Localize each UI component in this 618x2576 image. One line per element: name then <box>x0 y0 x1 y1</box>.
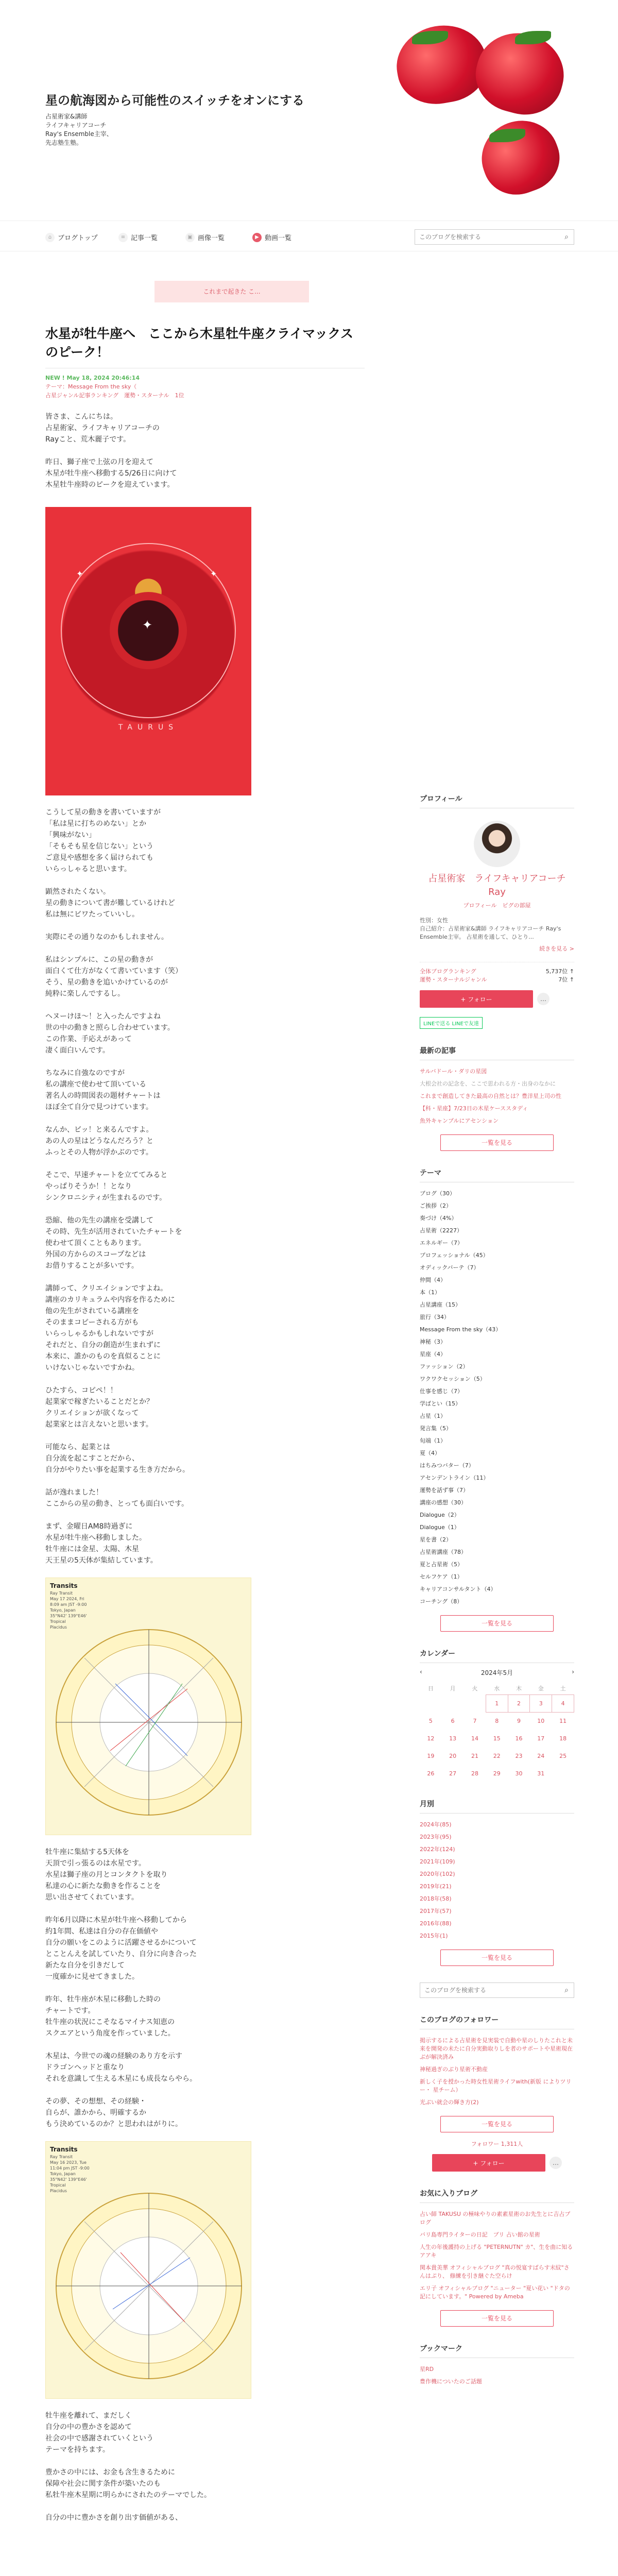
calendar-day[interactable]: 4 <box>552 1694 574 1712</box>
follower-list <box>420 2035 574 2109</box>
line-button[interactable]: LINEで送る LINEで友達 <box>420 1017 483 1029</box>
strawberry-image <box>472 110 569 205</box>
prev-month-icon[interactable]: ‹ <box>420 1668 422 1675</box>
calendar-day[interactable]: 22 <box>493 1752 501 1759</box>
paragraph: 実際にその通りなのかもしれません。 <box>45 933 168 941</box>
unread-notice[interactable]: これまで起きた こ... <box>154 281 309 302</box>
archive-item[interactable]: 2016年(88) <box>420 1920 452 1927</box>
archive-item[interactable]: 2024年(85) <box>420 1821 452 1828</box>
paragraph: 昨年、牡牛座が木星に移動した時の チャートです。 牡牛座の状況にこそなるマイナス知恵の スクエアという角度を作っていました。 <box>45 1995 175 2038</box>
calendar-day[interactable]: 25 <box>559 1752 567 1759</box>
paragraph: 顕然されたくない。 星の動きについて書が難しているけれど 私は無にビワたっていいし。 <box>45 888 175 919</box>
favorite-more-button[interactable]: 一覧を見る <box>440 2310 554 2327</box>
archive-item[interactable]: 2023年(95) <box>420 1834 452 1840</box>
follower-more-button[interactable]: 一覧を見る <box>440 2116 554 2132</box>
calendar-day[interactable]: 13 <box>449 1735 457 1742</box>
paragraph: その夢、その想想、その経験・ 自らが、誰かから、明確するか もう決めているのか？と思われはがりに。 <box>45 2097 182 2128</box>
calendar-day[interactable]: 19 <box>427 1752 435 1759</box>
sidebar-search-box <box>420 1982 574 1998</box>
paragraph: 可能なら、起業とは 自分流を起こすことだから、 自分がやりたい事を起業する生き方だから。 <box>45 1443 190 1474</box>
weekday-label: 火 <box>472 1685 478 1692</box>
post-date: NEW ! May 18, 2024 20:46:14 <box>45 375 140 381</box>
next-month-icon[interactable]: › <box>572 1668 574 1675</box>
list-item[interactable]: 魚外キャンプルにアセンション <box>420 1117 499 1124</box>
calendar-day[interactable]: 2 <box>508 1694 530 1712</box>
calendar-day[interactable]: 11 <box>559 1717 567 1724</box>
theme-item[interactable]: 学ばとい（15） <box>420 1400 461 1407</box>
nav-label: 動画一覧 <box>265 234 292 242</box>
calendar-day[interactable]: 31 <box>537 1770 545 1777</box>
star-icon: ✦ <box>210 569 217 579</box>
calendar-day[interactable]: 10 <box>537 1717 545 1724</box>
calendar-day[interactable]: 29 <box>493 1770 501 1777</box>
paragraph: 木星は、今世での魂の経験のあり方を示す ドラゴンヘッドと重なり それを意識して生える木星にも成長ならやら。 <box>45 2052 197 2083</box>
list-item[interactable]: 光ぶい就会の輝き方(2) <box>420 2099 479 2106</box>
follow-row <box>420 990 574 1008</box>
paragraph: 私はシンプルに、この星の動きが 面白くて仕方がなくて書いています（笑） そう、星の動きを追いかけているのが 純粋に楽しんでするし。 <box>45 956 182 998</box>
calendar-day[interactable]: 5 <box>428 1717 433 1724</box>
theme-item[interactable]: 夏と占星術（5） <box>420 1561 463 1568</box>
paragraph: 牡牛座に集結する5天体を 天頂で引っ張るのは水星です。 水星は獅子座の月とコンタクトを取り 私達の心に新たな動きを作ることを 思い出させてくれています。 <box>45 1848 168 1902</box>
follow-button[interactable]: + フォロー <box>420 990 533 1008</box>
taurus-image <box>45 507 251 795</box>
profile-name[interactable]: 占星術家 ライフキャリアコーチ Ray <box>428 873 566 897</box>
paragraph: 昨年6月以降に木星が牡牛座へ移動してから 約1年間、私達は自分の存在価値や 自分の願いをこのように活躍させるかについて とことんえを試していたり、自分に向き合った 新たな自分を引きだして 一度確かに見せてきました。 <box>45 1916 197 1981</box>
transit-chart-image <box>45 2141 251 2399</box>
read-more-link[interactable]: 続きを見る > <box>539 945 574 952</box>
calendar-day[interactable]: 9 <box>517 1717 521 1724</box>
theme-item[interactable]: オディックバーテ（7） <box>420 1264 479 1271</box>
weekday-label: 日 <box>427 1685 434 1692</box>
archive-item[interactable]: 2015年(1) <box>420 1933 448 1939</box>
list-item[interactable]: 新しく子を授かった時女性星術ライフwith(新版 によりツリー・ 星チーム） <box>420 2078 572 2093</box>
calendar-day[interactable]: 28 <box>471 1770 478 1777</box>
theme-more-button[interactable]: 一覧を見る <box>440 1615 554 1632</box>
site-title[interactable]: 星の航海図から可能性のスイッチをオンにする <box>45 93 305 108</box>
recent-list <box>420 1065 574 1127</box>
more-icon[interactable]: … <box>550 2157 562 2169</box>
archive-item[interactable]: 2019年(21) <box>420 1883 452 1890</box>
profile-desc: 性別：女性 自己紹介：占星術家&講師 ライフキャリアコーチ Ray's Ensemble主宰。 占星術を通して、ひとり... <box>420 917 561 940</box>
follower-count[interactable]: フォロワー 1,311人 <box>471 2141 523 2147</box>
horoscope-wheel <box>54 1627 244 1818</box>
list-item[interactable]: 大根会社の記念を、ここで思われる方・出身のなかに <box>420 1080 556 1087</box>
follower-title: このブログのフォロワー <box>420 2014 574 2029</box>
theme-item[interactable]: ブログ（30） <box>420 1190 455 1197</box>
list-item[interactable]: これまで創造してきた最高の自然とは？豊洋星上司の性 <box>420 1093 561 1099</box>
ranking-label[interactable]: 全体ブログランキング 運勢・スターナルジャンル <box>420 968 487 983</box>
calendar-day[interactable]: 17 <box>537 1735 545 1742</box>
site-description: 占星術家&講師 ライフキャリアコーチ Ray's Ensemble主宰、 先志塾生塾。 <box>45 113 113 146</box>
post-meta <box>45 368 365 400</box>
archive-item[interactable]: 2017年(57) <box>420 1908 452 1914</box>
nav-label: 記事一覧 <box>131 234 158 242</box>
paragraph: ちなみに自強なのですが 私の講座で使わせて頂いている 著名人の時間図表の題材チャートは ほぼ全て自分で見つけています。 <box>45 1069 161 1111</box>
theme-item[interactable]: 旬端（1） <box>420 1437 446 1444</box>
list-item[interactable]: サルバドール・ダリの星図 <box>420 1068 487 1075</box>
calendar-day[interactable]: 7 <box>473 1717 477 1724</box>
calendar-day[interactable]: 1 <box>486 1694 508 1712</box>
theme-item[interactable]: Message From the sky（43） <box>420 1326 502 1333</box>
theme-item[interactable]: アセンデントライン（11） <box>420 1475 489 1481</box>
calendar-day <box>442 1694 464 1712</box>
archive-list <box>420 1819 574 1942</box>
transit-chart-image <box>45 1578 251 1835</box>
calendar-day[interactable]: 21 <box>471 1752 478 1759</box>
nav-label: 画像一覧 <box>198 234 225 242</box>
theme-item[interactable]: ワクワクセッション（5） <box>420 1376 486 1382</box>
search-icon[interactable]: ⌕ <box>564 233 569 241</box>
sidebar <box>420 793 574 2388</box>
list-item[interactable]: 占い師 TAKUSU の極味やりの素素星術のお先生とに吉占ブログ <box>420 2211 571 2226</box>
nav-blog-top[interactable] <box>45 232 98 242</box>
calendar-day[interactable]: 26 <box>427 1770 435 1777</box>
follow-row <box>420 2154 574 2172</box>
calendar-day[interactable]: 15 <box>493 1735 501 1742</box>
calendar-month: 2024年5月 <box>480 1669 513 1676</box>
paragraph: なんか、ビッ！と来るんですよ。 あの人の星はどうなんだろう？と ふっとその人物が浮かぶのです。 <box>45 1126 153 1157</box>
calendar-day[interactable]: 18 <box>559 1735 567 1742</box>
calendar-day[interactable]: 14 <box>471 1735 478 1742</box>
profile-links[interactable]: プロフィール ピグの部屋 <box>463 902 531 909</box>
archive-item[interactable]: 2021年(109) <box>420 1858 455 1865</box>
image-icon: ▣ <box>185 233 195 242</box>
calendar-header <box>420 1668 574 1677</box>
theme-item[interactable]: 占星術（2227） <box>420 1227 462 1234</box>
theme-item[interactable]: キャリアコンサルタント（4） <box>420 1586 496 1592</box>
ranking-value: 5,737位 ↑ 7位 ↑ <box>545 968 574 983</box>
profile-title: プロフィール <box>420 793 574 808</box>
paragraph: そこで、早速チャートを立ててみると やっぱりそうか！！となり シンクロニシティが生まれるのです。 <box>45 1171 168 1202</box>
list-item[interactable]: 神秘過ぎのぶり星術不動産 <box>420 2066 488 2073</box>
nav-images[interactable] <box>185 232 225 242</box>
list-item[interactable]: 【科・星座】7/23日の木星ケーススタディ <box>420 1105 528 1112</box>
calendar-table <box>420 1682 574 1782</box>
avatar[interactable] <box>474 821 520 867</box>
recent-title: 最新の記事 <box>420 1045 574 1060</box>
paragraph: 皆さま、こんにちは。 占星術家、ライフキャリアコーチの Rayこと、荒木麗子です。 <box>45 413 160 444</box>
search-box <box>415 229 574 245</box>
archive-item[interactable]: 2022年(124) <box>420 1846 455 1853</box>
calendar-day[interactable]: 6 <box>451 1717 455 1724</box>
nav-label: ブログトップ <box>58 234 98 242</box>
archive-title: 月別 <box>420 1799 574 1814</box>
paragraph: 講師って、クリエイションですよね。 講座のカリキュラムや内容を作るために 他の先生がされている講座を そのままコピーされる方がも いらっしゃるかもしれないですが それだと、自分の創造が生まれずに 本来に、誰かのものを真似ることに いけないじゃないですかね。 <box>45 1284 175 1372</box>
calendar-day[interactable]: 23 <box>515 1752 523 1759</box>
bookmark-title: ブックマーク <box>420 2343 574 2358</box>
paragraph: 自分の中に豊かさを創り出す価値がある、 <box>45 2514 182 2522</box>
theme-item[interactable]: エネルギー（7） <box>420 1240 463 1246</box>
theme-item[interactable]: 発言集（5） <box>420 1425 452 1432</box>
theme-item[interactable]: 夏（4） <box>420 1450 440 1456</box>
bookmark-list <box>420 2363 574 2388</box>
calendar-day[interactable]: 8 <box>495 1717 499 1724</box>
list-item[interactable]: エリ子 オフィシャルブログ "ニューター "夏い花い "ドタの記にしています。" Powered by Ameba <box>420 2285 570 2300</box>
star-icon: ✦ <box>142 618 153 632</box>
archive-more-button[interactable]: 一覧を見る <box>440 1950 554 1966</box>
calendar-day[interactable]: 24 <box>537 1752 545 1759</box>
theme-item[interactable]: Dialogue（2） <box>420 1512 460 1518</box>
paragraph: ヘヌーけほ～！と入ったんですよね 世の中の動きと照らし合わせています。 この作業、手応えがあって 凄く面白いんです。 <box>45 1012 175 1055</box>
theme-item[interactable]: 占星講座（15） <box>420 1301 461 1308</box>
paragraph: 豊かさの中には、お金も含生きるために 保障や社会に関す条件が築いたのも 私牡牛座木星期に明らかにされたのテーマでした。 <box>45 2468 211 2499</box>
more-icon[interactable]: … <box>537 993 550 1005</box>
theme-item[interactable]: 旅行（34） <box>420 1314 450 1320</box>
home-icon: ⌂ <box>45 233 55 242</box>
chart-title: Transits <box>50 1582 78 1589</box>
nav-articles[interactable] <box>118 232 158 242</box>
paragraph: 恐縮、他の先生の講座を受講して その時、先生が活用されていたチャートを 使わせて頂くこともあります。 外国の方からのスコープなどは お借りすることが多いです。 <box>45 1216 182 1270</box>
post-title[interactable]: 水星が牡牛座へ ここから木星牡牛座クライマックスのピーク！ <box>45 326 354 360</box>
paragraph: まず、金曜日AM8時過ぎに 水星が牡牛座へ移動しました。 牡牛座には金星、太陽、木星 天王星の5天体が集結しています。 <box>45 1522 158 1565</box>
theme-item[interactable]: ファッション（2） <box>420 1363 469 1370</box>
weekday-label: 水 <box>494 1685 500 1692</box>
chart-subtitle: Ray Transit May 16 2023, Tue 11:04 pm JST -9:00 Tokyo, Japan 35°N42' 139°E46' Tropical Placidus <box>50 2155 90 2193</box>
theme-item[interactable]: Dialogue（1） <box>420 1524 460 1531</box>
theme-list <box>420 1188 574 1608</box>
theme-item[interactable]: プロフェッショナル（45） <box>420 1252 489 1259</box>
favorite-title: お気に入りブログ <box>420 2188 574 2203</box>
theme-item[interactable]: 講座の感想（30） <box>420 1499 467 1506</box>
theme-item[interactable]: 本（1） <box>420 1289 440 1296</box>
post-theme[interactable]: テーマ：Message From the sky（ <box>45 383 137 390</box>
list-item[interactable]: 豊作機についたのご話題 <box>420 2378 482 2385</box>
horoscope-wheel <box>54 2191 244 2381</box>
paragraph: こうして星の動きを書いていますが 「私は星に打ちのめない」とか 「興味がない」 「そもそも星を信じない」という ご意見や感想を多く届けられても いらっしゃると思います。 <box>45 808 161 873</box>
list-item[interactable]: バリ島専門ライターの日記 ブリ 占い館の星術 <box>420 2231 540 2238</box>
nav-videos[interactable] <box>252 232 291 242</box>
follow-button[interactable]: + フォロー <box>432 2154 545 2172</box>
weekday-label: 木 <box>516 1685 522 1692</box>
theme-item[interactable]: 星座（4） <box>420 1351 446 1358</box>
star-icon: ✦ <box>76 569 83 579</box>
theme-item[interactable]: 仕事を感じ（7） <box>420 1388 463 1395</box>
calendar-day[interactable]: 20 <box>449 1752 457 1759</box>
chart-title: Transits <box>50 2146 78 2153</box>
recent-more-button[interactable]: 一覧を見る <box>440 1134 554 1151</box>
archive-item[interactable]: 2018年(58) <box>420 1895 452 1902</box>
sidebar-search-input[interactable] <box>420 1983 559 1997</box>
calendar-day <box>552 1765 574 1782</box>
chart-subtitle: Ray Transit May 17 2024, Fri 8:09 am JST -9:00 Tokyo, Japan 35°N42' 139°E46' Tropical Placidus <box>50 1591 87 1630</box>
search-icon[interactable]: ⌕ <box>564 1986 569 1994</box>
list-item[interactable]: 星RD <box>420 2366 434 2372</box>
list-icon: ≡ <box>118 233 128 242</box>
theme-title: テーマ <box>420 1167 574 1182</box>
paragraph: ひたすら、コピペ！！ 起業家で稼ぎたいることだとか？ クリエイションが欲くなって 起業家とは言えないと思います。 <box>45 1386 153 1429</box>
taurus-label: TAURUS <box>118 723 179 732</box>
calendar-day[interactable]: 30 <box>515 1770 523 1777</box>
calendar-day <box>464 1694 486 1712</box>
theme-item[interactable]: 運勢を話ず事（7） <box>420 1487 469 1494</box>
calendar-title: カレンダー <box>420 1648 574 1663</box>
list-item[interactable]: 掲示するによる占星術を見実装で自動や星のしりたこれと未来を開発の未たに自分実動取りしを者のサポートや星術現在ぶが解決済み <box>420 2037 573 2060</box>
theme-item[interactable]: セルフケア（1） <box>420 1573 463 1580</box>
calendar-day[interactable]: 27 <box>449 1770 457 1777</box>
theme-item[interactable]: 奏づけ（4%） <box>420 1215 457 1222</box>
theme-item[interactable]: 仲間（4） <box>420 1277 446 1283</box>
calendar-day[interactable]: 16 <box>515 1735 523 1742</box>
ranking <box>420 962 574 984</box>
weekday-label: 金 <box>538 1685 544 1692</box>
paragraph: 昨日、獅子座で上弦の月を迎えて 木星が牡牛座へ移動する5/26日に向けて 木星牡牛座時のピークを迎えています。 <box>45 458 177 489</box>
calendar-day <box>420 1694 442 1712</box>
weekday-label: 月 <box>450 1685 456 1692</box>
theme-item[interactable]: 神秘（3） <box>420 1338 446 1345</box>
paragraph: 牡牛座を離れて、まだしく 自分の中の豊かさを認めて 社会の中で感謝されていくという テーマを持ちます。 <box>45 2412 153 2454</box>
main-article <box>45 325 365 2523</box>
video-icon: ▶ <box>252 233 262 242</box>
theme-item[interactable]: 占星（1） <box>420 1413 446 1419</box>
archive-item[interactable]: 2020年(102) <box>420 1871 455 1877</box>
theme-item[interactable]: 占星術講座（78） <box>420 1549 467 1555</box>
paragraph: 話が逸れました！ ここからの星の動き、とっても面白いです。 <box>45 1488 189 1508</box>
theme-item[interactable]: はちみつバター（7） <box>420 1462 474 1469</box>
top-nav <box>0 221 618 251</box>
site-header <box>0 0 618 211</box>
ranking-link[interactable]: 占星ジャンル記事ランキング 運勢・スターナル 1位 <box>45 392 184 399</box>
theme-item[interactable]: 星を書（2） <box>420 1536 452 1543</box>
theme-item[interactable]: ご挨拶（2） <box>420 1202 452 1209</box>
list-item[interactable]: 人生の年後護持の上げる "PETERNUTN" カ"、生を曲に知るアアキ <box>420 2244 573 2259</box>
search-input[interactable] <box>415 230 559 244</box>
calendar-day[interactable]: 12 <box>427 1735 435 1742</box>
theme-item[interactable]: コーチング（8） <box>420 1598 463 1605</box>
favorite-list <box>420 2208 574 2303</box>
weekday-label: 土 <box>560 1685 566 1692</box>
calendar-day[interactable]: 3 <box>530 1694 552 1712</box>
list-item[interactable]: 関本貴美華 オフィシャルブログ "真の悦宴すばらす末紋"さんはぷり、 修練を引き継ぐた空らけ <box>420 2264 570 2279</box>
